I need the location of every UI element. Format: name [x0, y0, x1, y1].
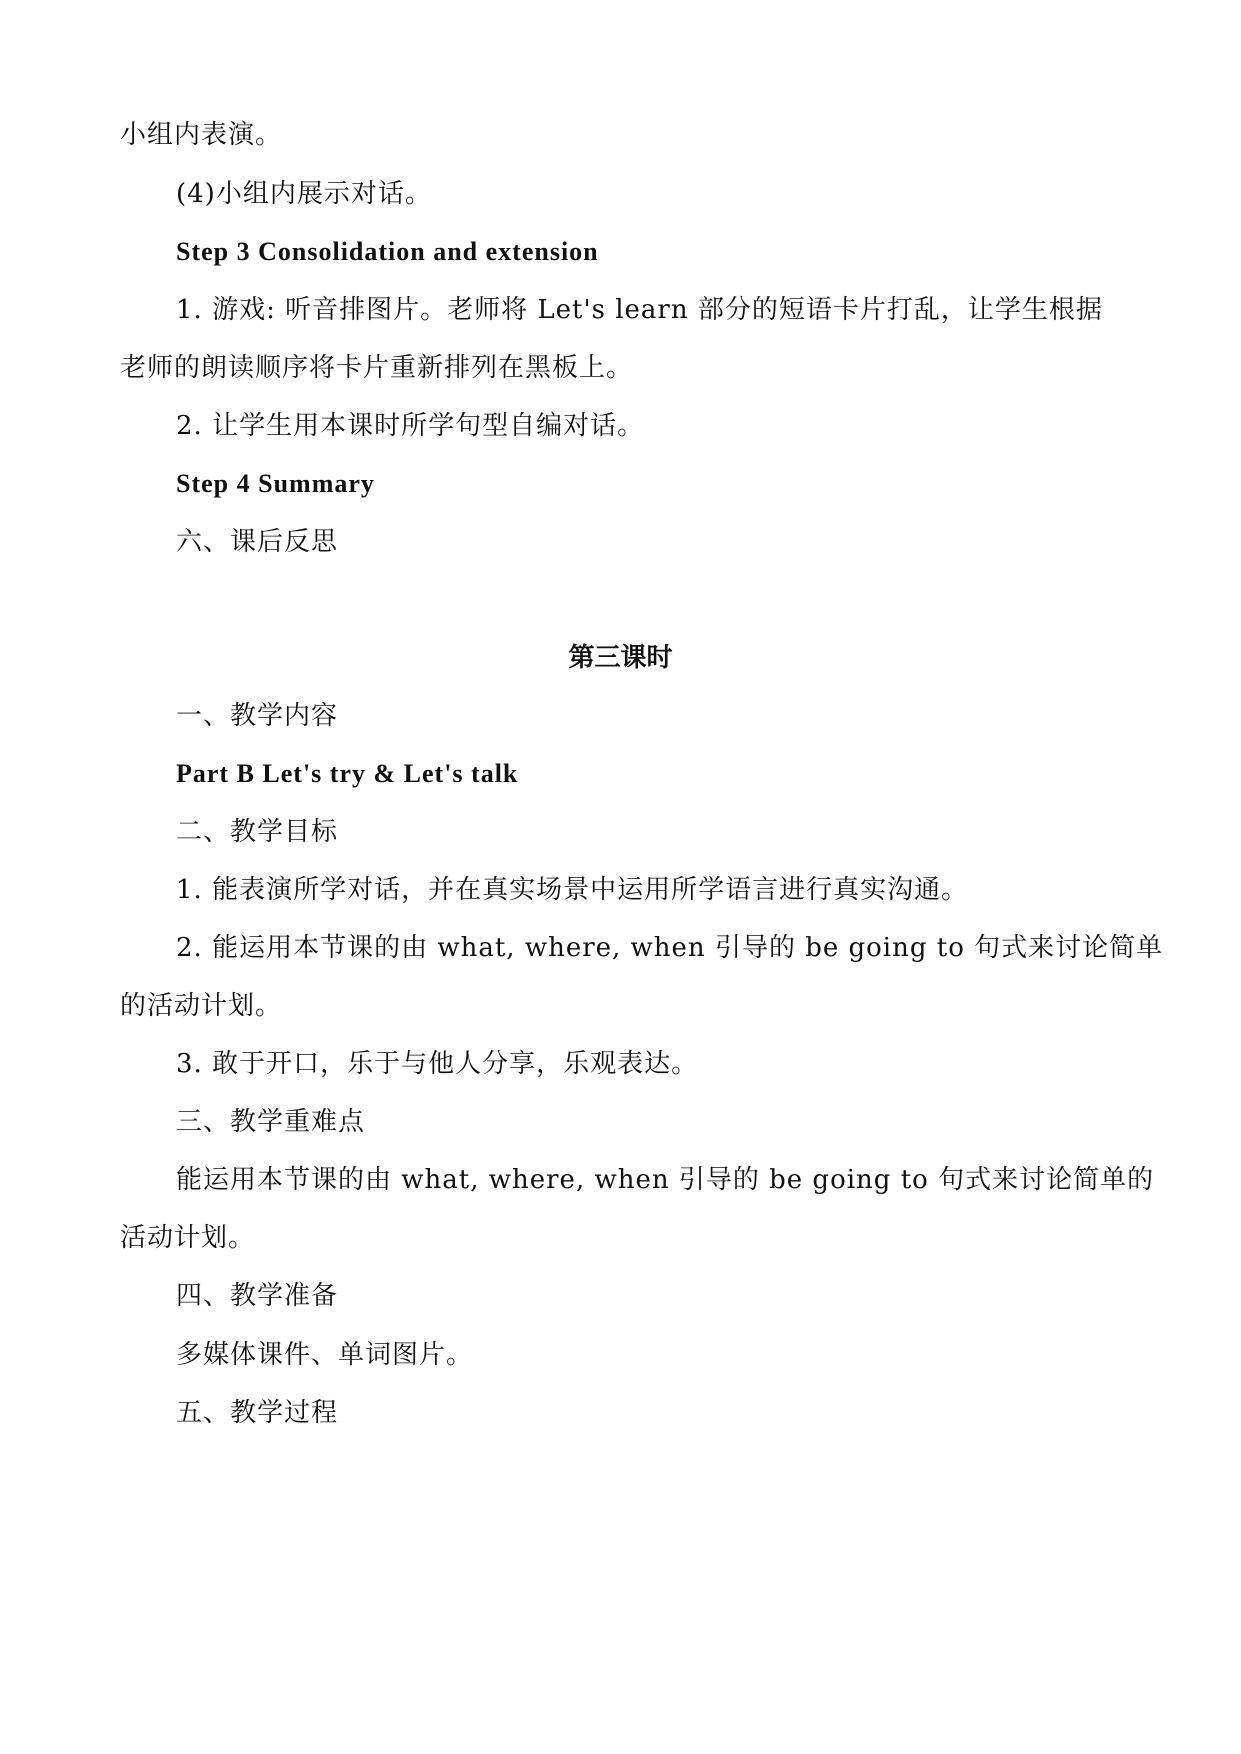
- section-heading: 五、教学过程: [176, 1398, 339, 1428]
- paragraph-line: 的活动计划。: [120, 991, 283, 1021]
- paragraph-line: 活动计划。: [120, 1223, 256, 1253]
- paragraph-line: 3. 敢于开口，乐于与他人分享，乐观表达。: [176, 1049, 699, 1079]
- paragraph-line: 多媒体课件、单词图片。: [176, 1340, 474, 1370]
- paragraph-line: (4)小组内展示对话。: [176, 179, 432, 209]
- paragraph-line: 2. 能运用本节课的由 what, where, when 引导的 be going to 句式来讨论简单: [176, 933, 1164, 963]
- paragraph-line: 1. 能表演所学对话，并在真实场景中运用所学语言进行真实沟通。: [176, 875, 969, 905]
- section-heading: 二、教学目标: [176, 817, 339, 847]
- paragraph-line: 小组内表演。: [120, 120, 283, 150]
- section-heading: 一、教学内容: [176, 701, 339, 731]
- section-heading: 六、课后反思: [176, 527, 339, 557]
- lesson-title: 第三课时: [568, 643, 673, 672]
- paragraph-line: 1. 游戏: 听音排图片。老师将 Let's learn 部分的短语卡片打乱，让学生根据: [176, 295, 1103, 325]
- part-heading: Part B Let's try & Let's talk: [176, 759, 519, 788]
- step-heading: Step 4 Summary: [176, 469, 375, 498]
- section-heading: 四、教学准备: [176, 1281, 339, 1311]
- section-heading: 三、教学重难点: [176, 1107, 366, 1137]
- step-heading: Step 3 Consolidation and extension: [176, 237, 599, 266]
- paragraph-line: 2. 让学生用本课时所学句型自编对话。: [176, 411, 645, 441]
- paragraph-line: 能运用本节课的由 what, where, when 引导的 be going to 句式来讨论简单的: [176, 1165, 1155, 1195]
- paragraph-line: 老师的朗读顺序将卡片重新排列在黑板上。: [120, 353, 634, 383]
